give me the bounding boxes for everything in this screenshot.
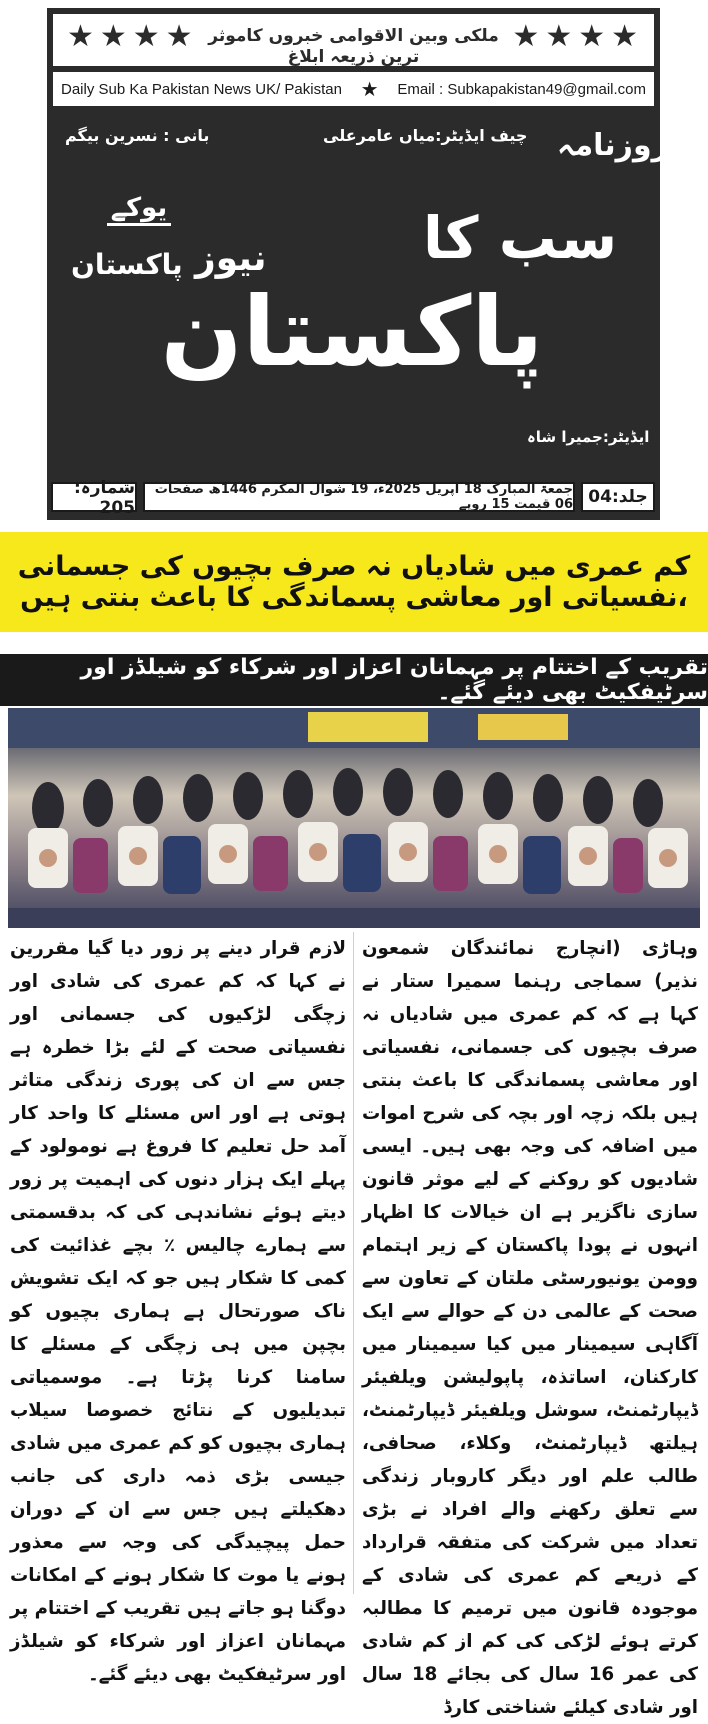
tagline-band (51, 12, 656, 68)
date-band (47, 472, 660, 520)
headline: کم عمری میں شادیاں نہ صرف بچیوں کی جسمانی ،نفسیاتی اور معاشی پسماندگی کا باعث بنتی ہیں (17, 551, 691, 613)
article-body (10, 932, 699, 1718)
subheadline: تقریب کے اختتام پر مہمانان اعزاز اور شرکاء کو شیلڈز اور سرٹیفکیٹ بھی دیئے گئے۔ (80, 655, 708, 705)
date-line: جمعۃ المبارک 18 اپریل 2025ء، 19 شوال المکرم 1446ھ صفحات 06 قیمت 15 روپے (143, 482, 575, 512)
rozname-word: روزنامہ (557, 128, 669, 163)
info-band (51, 70, 656, 108)
sab-ka-word: سب کا (423, 204, 618, 272)
newspaper-masthead (47, 8, 669, 520)
founder-name: بانی : نسرین بیگم (65, 126, 210, 145)
newspaper-title: پاکستان (160, 276, 544, 388)
star-icon: ★ (360, 78, 379, 101)
chief-editor: چیف ایڈیٹر:میاں عامرعلی (323, 126, 528, 145)
news-word: نیوز (195, 238, 267, 279)
headline-banner (0, 532, 708, 632)
email-address: Email : Subkapakistan49@gmail.com (397, 80, 646, 98)
pakistan-small-word: پاکستان (71, 248, 183, 281)
article-column-left: لازم قرار دینے پر زور دیا گیا مقررین نے کہا کہ کم عمری کی شادی اور زچگی لڑکیوں کی جسمانی اور نفسیاتی صحت کے لئے بڑا خطرہ ہے جس سے ان کی پوری زندگی متاثر ہوتی ہے اور اس مسئلے کا واحد کار آمد حل تعلیم کا فروغ ہے نومولود کے پہلے ایک ہزار دنوں کی اہمیت پر زور دیتے ہوئے نشاندہی کی کہ بدقسمتی سے ہمارے چالیس ٪ بچے غذائیت کی کمی کا شکار ہیں جو کہ ایک تشویش ناک صورتحال ہے ہماری بچیوں کو بچپن میں ہی زچگی کے مسئلے کا سامنا کرنا پڑتا ہے۔ موسمیاتی تبدیلیوں کے نتائج خصوصا سیلاب ہماری بچیوں کو کم عمری میں شادی جیسی بڑی ذمہ داری کی جانب دھکیلتے ہیں جس سے ان کے دوران حمل پیچیدگی کی وجہ سے معذور ہونے یا موت کا شکار ہونے کے امکانات دوگنا ہو جاتے ہیں تقریب کے اختتام پر مہمانان اعزاز اور شرکاء کو شیلڈز اور سرٹیفکیٹ بھی دیئے گئے۔ (10, 938, 346, 1685)
group-photo (8, 708, 700, 928)
column-divider (353, 932, 354, 1594)
article-column-right: وہاڑی (انچارج نمائندگان شمعون نذیر) سماجی رہنما سمیرا ستار نے کہا ہے کہ کم عمری میں شادیاں نہ صرف بچیوں کی جسمانی، نفسیاتی اور معاشی پسماندگی کا باعث بنتی ہیں بلکہ زچہ اور بچہ کی شرح اموات میں اضافہ کی وجہ بھی ہیں۔ ایسی شادیوں کو روکنے کے لیے موثر قانون سازی ناگزیر ہے ان خیالات کا اظہار انہوں نے پودا پاکستان کے زیر اہتمام وومن یونیورسٹی ملتان کے تعاون سے صحت کے عالمی دن کے حوالے سے ایک آگاہی سیمینار میں کیا سیمینار میں کارکنان، اساتذہ، پاپولیشن ویلفیئر ڈیپارٹمنٹ، سوشل ویلفیئر ڈیپارٹمنٹ، ہیلتھ ڈیپارٹمنٹ، وکلاء، صحافی، طالب علم اور دیگر کاروبار زندگی سے تعلق رکھنے والے افراد نے بڑی تعداد میں شرکت کی متفقہ قرارداد کے ذریعے کم عمری کی شادی کے موجودہ قانون میں ترمیم کا مطالبہ کرتے ہوئے لڑکی کی کم از کم شادی کی عمر 16 سال کی بجائے 18 سال اور شادی کیلئے شناختی کارڈ (362, 938, 699, 1718)
subheadline-banner (0, 654, 708, 706)
tagline: ملکی وبین الاقوامی خبروں کاموثر ترین ذریعہ ابلاغ (208, 26, 499, 67)
editor-name: ایڈیٹر:جمیرا شاہ (527, 428, 650, 446)
site-name: Daily Sub Ka Pakistan News UK/ Pakistan (61, 80, 342, 98)
star-icons-right: ★★★★ (512, 19, 644, 54)
group-photo-illustration (8, 708, 700, 928)
issue-number: شمارہ: 205 (51, 482, 137, 512)
volume-number: جلد:04 (581, 482, 655, 512)
uk-word: یوکے (107, 193, 171, 226)
star-icons-left: ★★★★ (67, 19, 199, 54)
